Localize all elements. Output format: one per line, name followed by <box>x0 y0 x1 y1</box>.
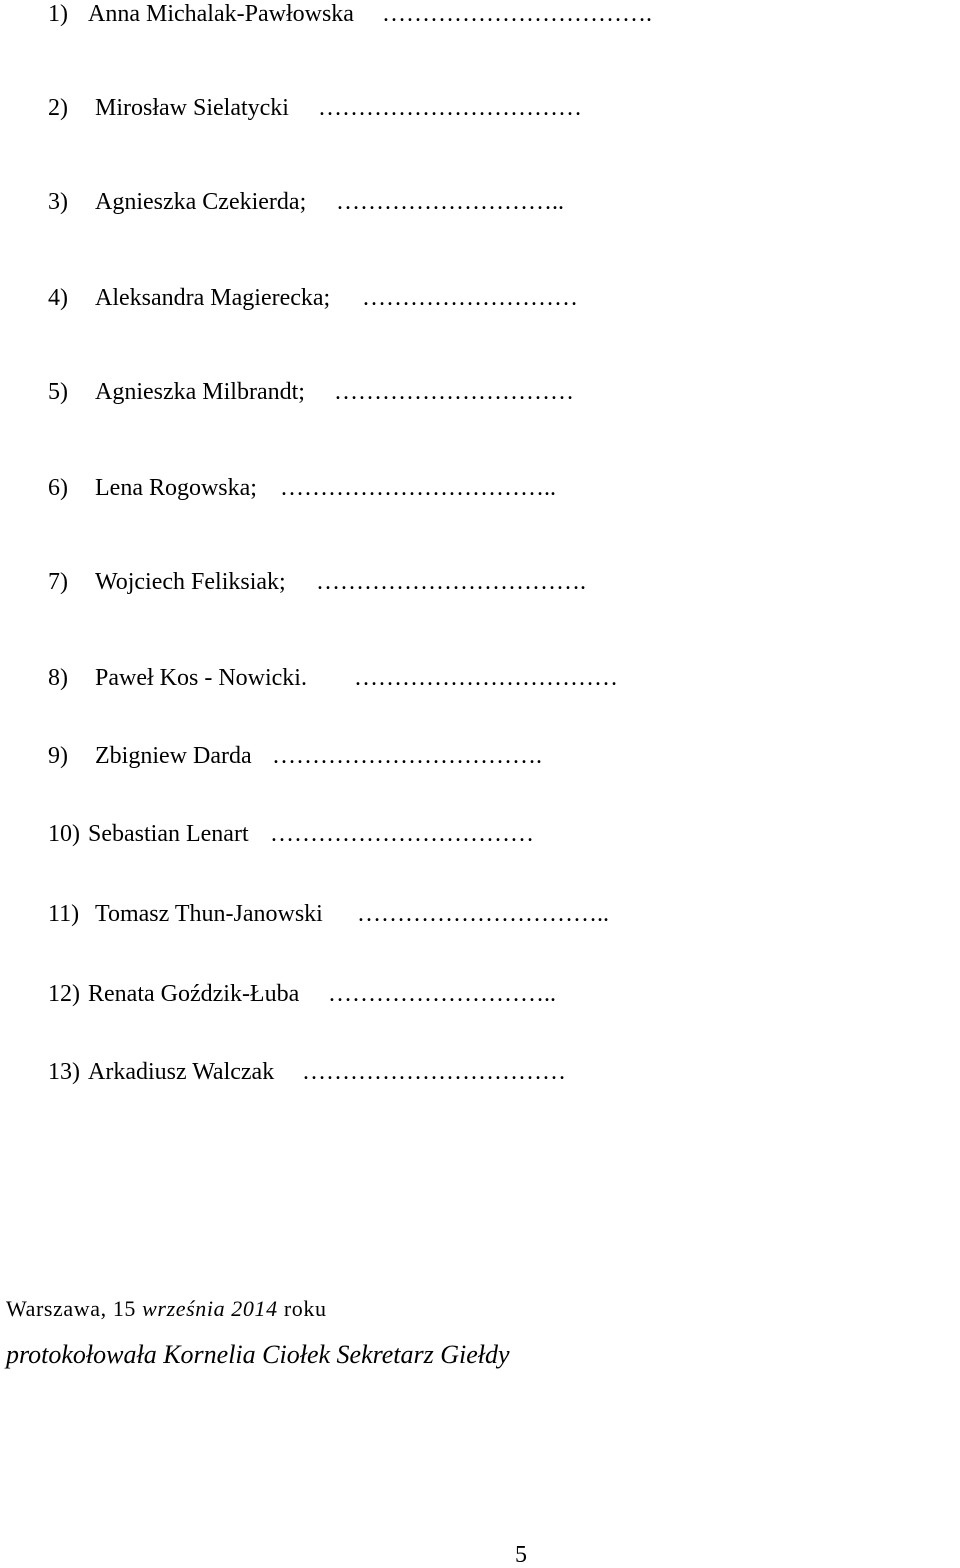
attendee-name: Wojciech Feliksiak; <box>95 569 286 595</box>
place-and-date <box>6 1296 327 1322</box>
attendee-name: Paweł Kos - Nowicki. <box>95 665 307 691</box>
signature-line: ……………………………. <box>272 743 542 769</box>
signature-line: ……………………………. <box>382 1 652 27</box>
signature-line: ………………………….. <box>357 901 609 927</box>
date-suffix: roku <box>283 1296 327 1321</box>
attendee-name: Aleksandra Magierecka; <box>95 285 331 311</box>
attendee-name: Agnieszka Milbrandt; <box>95 379 305 405</box>
signature-line: ……………………… <box>362 285 578 311</box>
item-number: 8) <box>48 665 68 691</box>
item-number: 6) <box>48 475 68 501</box>
attendee-name: Anna Michalak-Pawłowska <box>88 1 354 27</box>
item-number: 11) <box>48 901 80 927</box>
item-number: 2) <box>48 95 68 121</box>
place-date-prefix: Warszawa, 15 <box>6 1296 137 1321</box>
item-number: 1) <box>48 1 68 27</box>
attendee-name: Zbigniew Darda <box>95 743 252 769</box>
attendee-name: Mirosław Sielatycki <box>95 95 289 121</box>
item-number: 5) <box>48 379 68 405</box>
month-year: września 2014 <box>142 1296 278 1321</box>
item-number: 4) <box>48 285 68 311</box>
item-number: 10) <box>48 821 80 847</box>
signature-line: …………………………….. <box>280 475 556 501</box>
item-number: 9) <box>48 743 68 769</box>
item-number: 12) <box>48 981 80 1007</box>
attendee-name: Sebastian Lenart <box>88 821 249 847</box>
minutes-signature <box>6 1340 510 1370</box>
item-number: 7) <box>48 569 68 595</box>
signature-line: ………………………… <box>334 379 574 405</box>
signature-text: protokołowała Kornelia Ciołek <box>6 1340 331 1369</box>
signature-line: ……………………….. <box>328 981 556 1007</box>
attendee-name: Renata Goździk-Łuba <box>88 981 300 1007</box>
signature-line: …………………………… <box>318 95 582 121</box>
signature-line: …………………………… <box>270 821 534 847</box>
page-number: 5 <box>515 1542 527 1568</box>
signature-line: …………………………… <box>354 665 618 691</box>
signature-line: …………………………… <box>302 1059 566 1085</box>
attendee-name: Arkadiusz Walczak <box>88 1059 275 1085</box>
signature-line: ……………………….. <box>336 189 564 215</box>
item-number: 13) <box>48 1059 80 1085</box>
signature-line: ……………………………. <box>316 569 586 595</box>
attendee-name: Tomasz Thun-Janowski <box>95 901 323 927</box>
signature-role: Sekretarz Giełdy <box>336 1340 510 1369</box>
attendee-name: Lena Rogowska; <box>95 475 257 501</box>
item-number: 3) <box>48 189 68 215</box>
attendee-name: Agnieszka Czekierda; <box>95 189 307 215</box>
